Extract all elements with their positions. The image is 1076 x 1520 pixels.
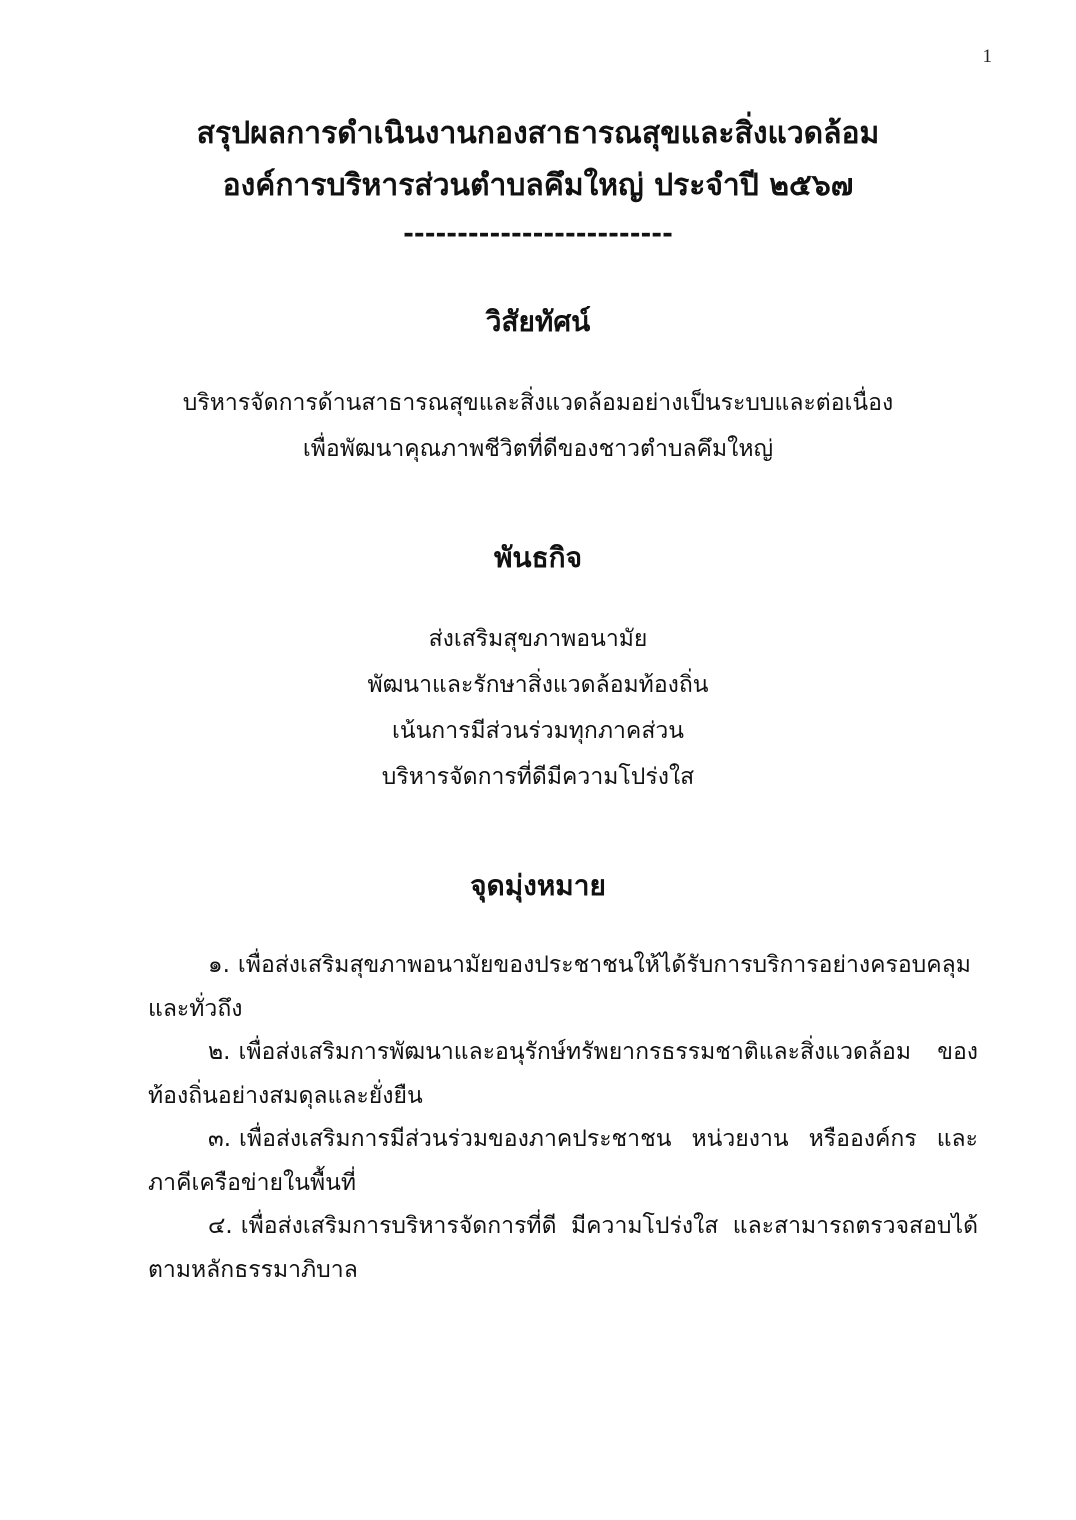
goals-list <box>148 944 978 1292</box>
title-divider: ------------------------- <box>403 219 673 249</box>
title-line-2: องค์การบริหารส่วนตำบลคึมใหญ่ ประจำปี ๒๕๖๗ <box>222 168 854 203</box>
vision-line: บริหารจัดการด้านสาธารณสุขและสิ่งแวดล้อมอย่างเป็นระบบและต่อเนื่อง <box>182 390 894 416</box>
goal-item <box>148 944 978 1031</box>
vision-text <box>0 380 1076 472</box>
mission-item: ส่งเสริมสุขภาพอนามัย <box>428 626 648 652</box>
mission-item: บริหารจัดการที่ดีมีความโปร่งใส <box>381 764 695 790</box>
goal-number: ๔. <box>208 1213 233 1239</box>
vision-heading: วิสัยทัศน์ <box>485 305 591 338</box>
goal-text: เพื่อส่งเสริมการพัฒนาและอนุรักษ์ทรัพยากรธรรมชาติและสิ่งแวดล้อม ของท้องถิ่นอย่างสมดุลและยั่งยืน <box>148 1039 978 1109</box>
goal-text: เพื่อส่งเสริมการมีส่วนร่วมของภาคประชาชน หน่วยงาน หรือองค์กร และ ภาคีเครือข่ายในพื้นที่ <box>148 1126 978 1196</box>
mission-item: เน้นการมีส่วนร่วมทุกภาคส่วน <box>392 718 684 744</box>
vision-line: เพื่อพัฒนาคุณภาพชีวิตที่ดีของชาวตำบลคึมใหญ่ <box>302 436 774 462</box>
goal-number: ๑. <box>208 952 230 978</box>
goal-text: เพื่อส่งเสริมสุขภาพอนามัยของประชาชนให้ได้รับการบริการอย่างครอบคลุม และทั่วถึง <box>148 952 971 1022</box>
page-number: 1 <box>982 46 992 67</box>
mission-list <box>0 616 1076 800</box>
goal-item <box>148 1031 978 1118</box>
goal-number: ๓. <box>208 1126 232 1152</box>
mission-heading: พันธกิจ <box>493 541 583 574</box>
goal-item <box>148 1118 978 1205</box>
mission-item: พัฒนาและรักษาสิ่งแวดล้อมท้องถิ่น <box>367 672 709 698</box>
goals-heading: จุดมุ่งหมาย <box>470 869 606 902</box>
title-line-1: สรุปผลการดำเนินงานกองสาธารณสุขและสิ่งแวดล้อม <box>196 116 880 151</box>
goal-item <box>148 1205 978 1292</box>
goal-text: เพื่อส่งเสริมการบริหารจัดการที่ดี มีความโปร่งใส และสามารถตรวจสอบได้ ตามหลักธรรมาภิบาล <box>148 1213 978 1283</box>
goal-number: ๒. <box>208 1039 231 1065</box>
document-title <box>0 108 1076 254</box>
